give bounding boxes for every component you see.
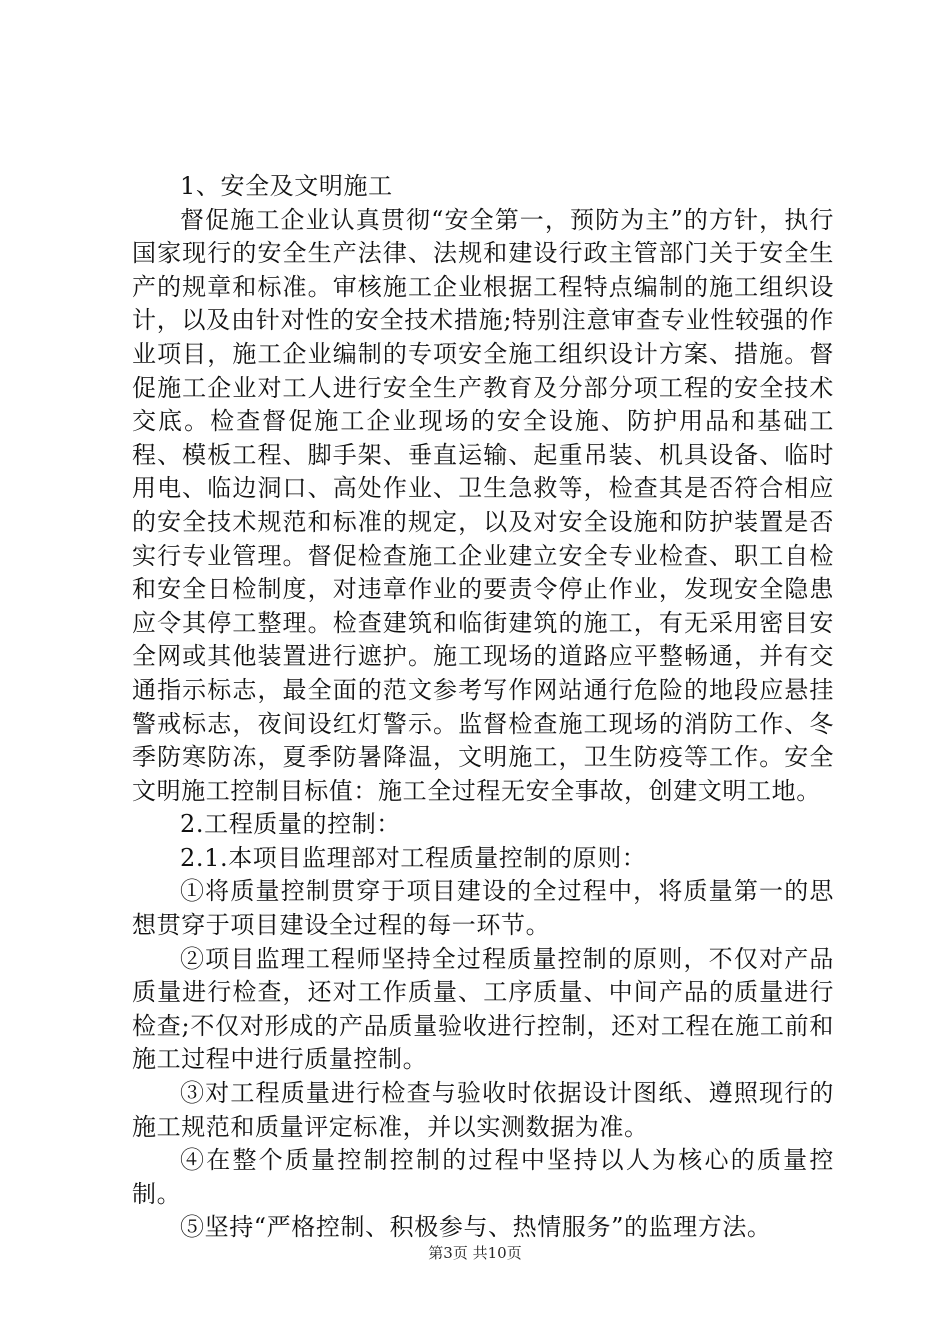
page-footer: 第3页 共10页 — [428, 1244, 522, 1262]
subsection-heading-principles: 2.1.本项目监理部对工程质量控制的原则： — [180, 843, 647, 872]
section-heading-safety: 1、安全及文明施工 — [180, 172, 393, 200]
paragraph-safety-details: 督促施工企业认真贯彻“安全第一，预防为主”的方针，执行国家现行的安全生产法律、法规和建设行政主管部门关于安全生产的规章和标准。审核施工企业根据工程特点编制的施工组织设计，以及由针对性的安全技术措施;特别注意审查专业性较强的作业项目，施工企业编制的专项安全施工组织设计方案、措施。督促施工企业对工人进行安全生产教育及分部分项工程的安全技术交底。检查督促施工企业现场的安全设施、防护用品和基础工程、模板工程、脚手架、垂直运输、起重吊装、机具设备、临时用电、临边洞口、高处作业、卫生急救等，检查其是否符合相应的安全技术规范和标准的规定，以及对安全设施和防护装置是否实行专业管理。督促检查施工企业建立安全专业检查、职工自检和安全日检制度，对违章作业的要责令停止作业，发现安全隐患应令其停工整理。检查建筑和临街建筑的施工，有无采用密目安全网或其他装置进行遮护。施工现场的道路应平整畅通，并有交通指示标志，最全面的范文参考写作网站通行危险的地段应悬挂警戒标志，夜间设红灯警示。监督检查施工现场的消防工作、冬季防寒防冻，夏季防暑降温，文明施工，卫生防疫等工作。安全文明施工控制目标值：施工全过程无安全事故，创建文明工地。 — [132, 205, 834, 805]
principle-item-5: ⑤坚持“严格控制、积极参与、热情服务”的监理方法。 — [180, 1213, 772, 1242]
document-body — [132, 170, 834, 1245]
principle-item-3: ③对工程质量进行检查与验收时依据设计图纸、遵照现行的施工规范和质量评定标准，并以实测数据为准。 — [132, 1079, 834, 1141]
principle-item-1: ①将质量控制贯穿于项目建设的全过程中，将质量第一的思想贯穿于项目建设全过程的每一环节。 — [132, 877, 834, 940]
section-heading-quality: 2.工程质量的控制： — [180, 810, 401, 839]
principle-item-2: ②项目监理工程师坚持全过程质量控制的原则，不仅对产品质量进行检查，还对工作质量、工序质量、中间产品的质量进行检查;不仅对形成的产品质量验收进行控制，还对工程在施工前和施工过程中进行质量控制。 — [132, 944, 834, 1074]
principle-item-4: ④在整个质量控制控制的过程中坚持以人为核心的质量控制。 — [132, 1146, 834, 1208]
